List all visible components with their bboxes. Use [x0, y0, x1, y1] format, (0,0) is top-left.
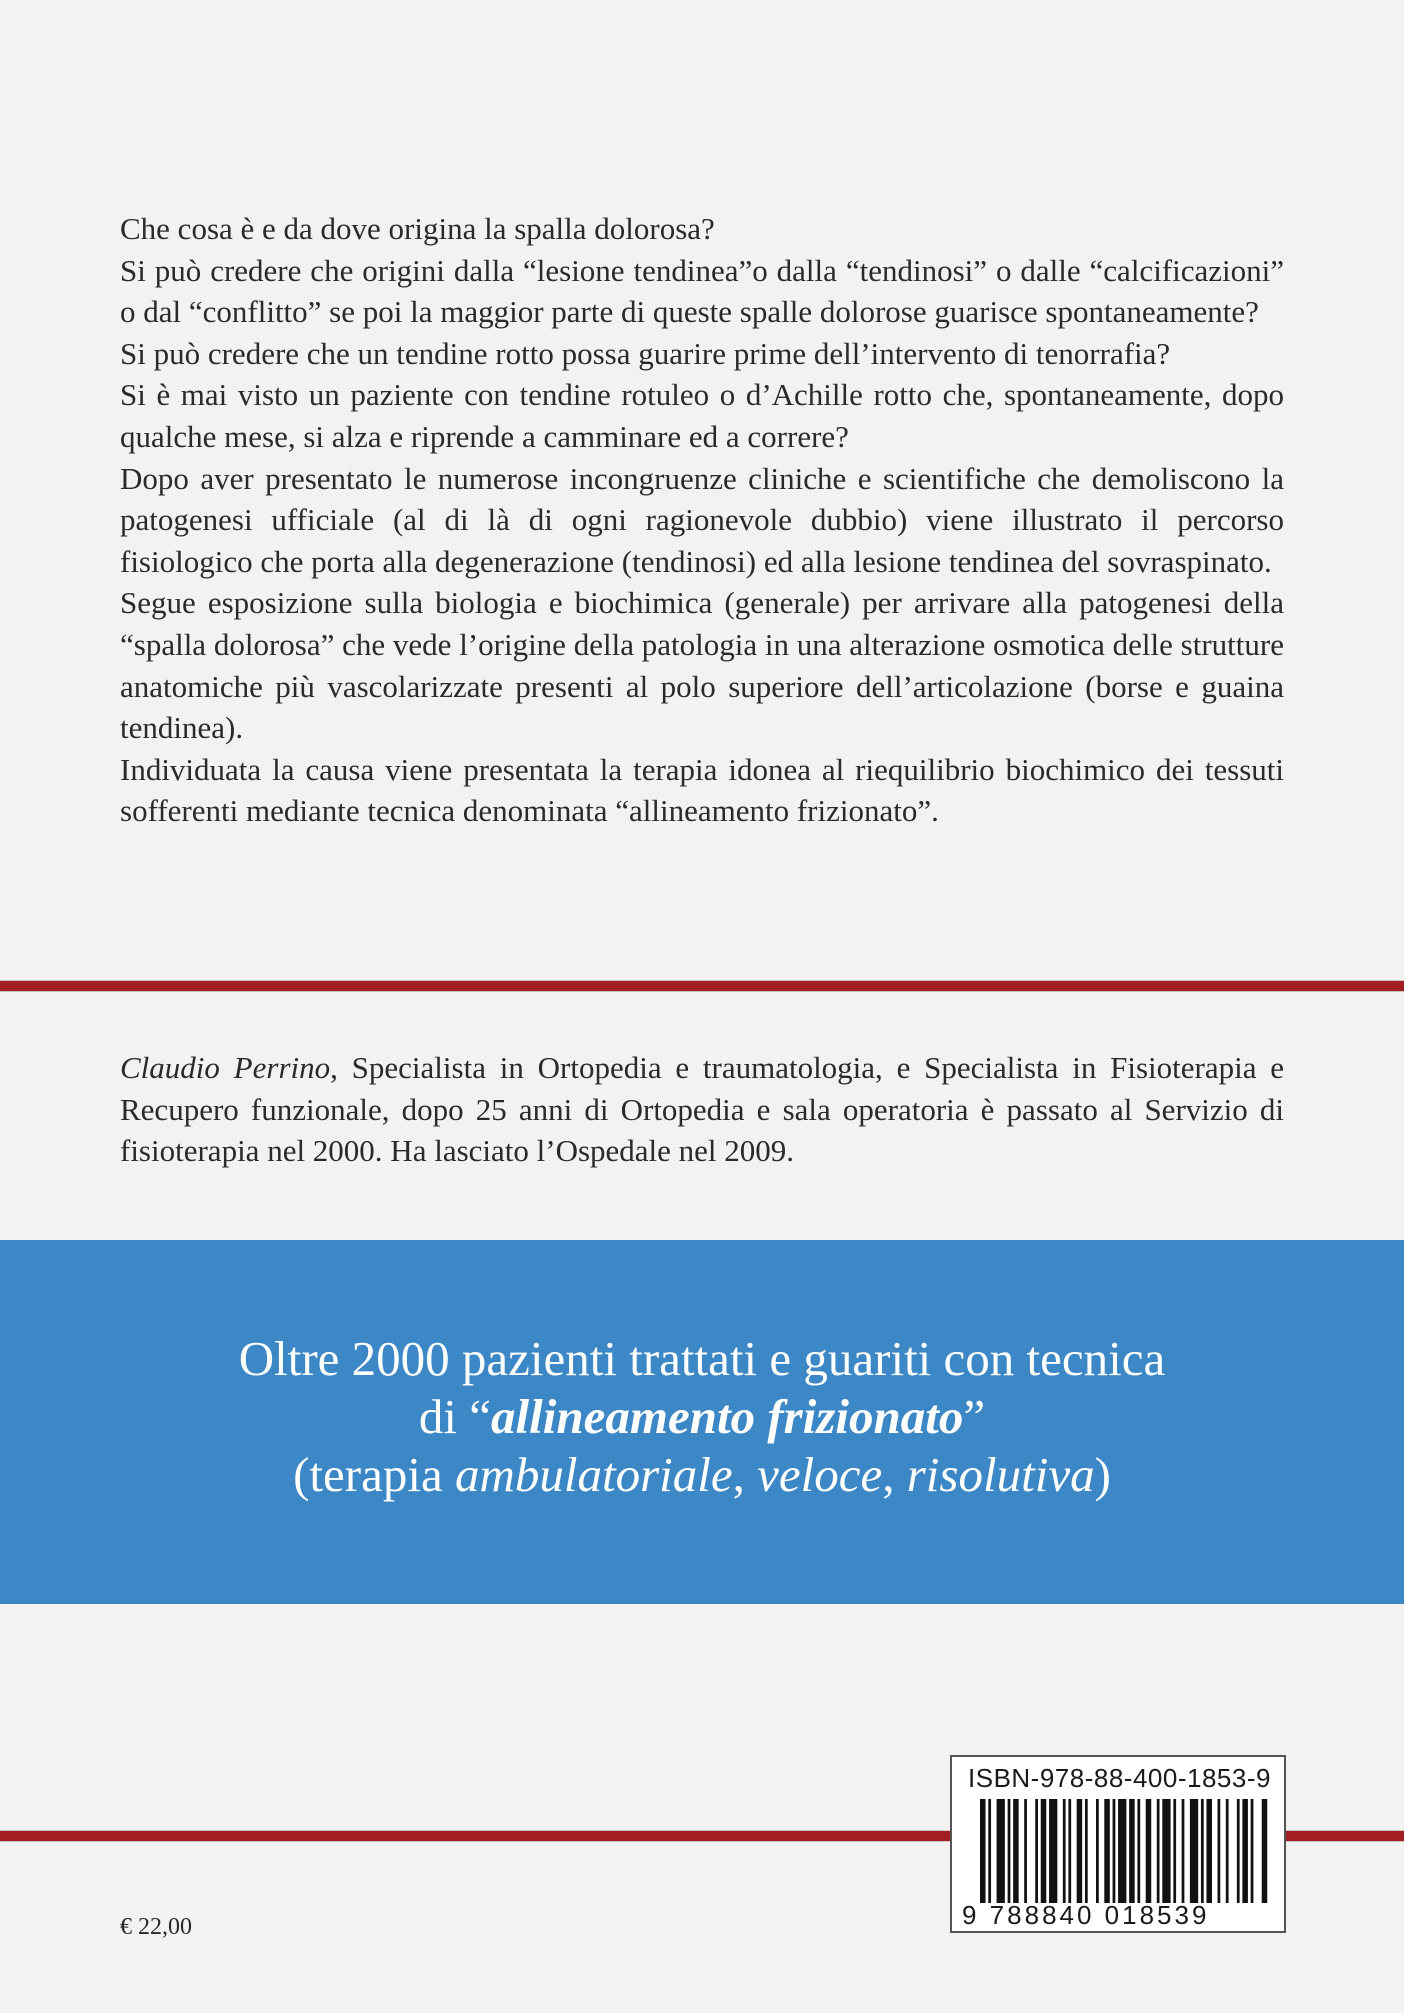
blurb-paragraph: Si può credere che un tendine rotto possa guarire prime dell’intervento di tenorrafia?: [120, 335, 1171, 371]
isbn-barcode-block: [950, 1755, 1286, 1933]
barcode-icon: [980, 1799, 1270, 1903]
banner-line: Oltre 2000 pazienti trattati e guariti con tecnica: [238, 1331, 1166, 1386]
blurb-paragraph: Segue esposizione sulla biologia e biochimica (generale) per arrivare alla patogenesi della “spalla dolorosa” che vede l’origine della patologia in una alterazione osmotica delle strutture anatomiche più vascolarizzate presenti al polo superiore dell’articolazione (borse e guaina tendinea).: [120, 585, 1284, 746]
blurb-paragraph: Si è mai visto un paziente con tendine rotuleo o d’Achille rotto che, spontaneamente, dopo qualche mese, si alza e riprende a camminare ed a correre?: [120, 377, 1284, 454]
price-label: € 22,00: [120, 1914, 192, 1940]
author-bio: [120, 1047, 1284, 1172]
banner-line: di “allineamento frizionato”: [418, 1389, 986, 1444]
technique-name: allineamento frizionato: [491, 1389, 964, 1444]
back-cover-blurb: [120, 208, 1284, 832]
barcode-digits: 9 788840 018539: [962, 1900, 1210, 1930]
isbn-label: ISBN-978-88-400-1853-9: [968, 1763, 1271, 1793]
blurb-question: Che cosa è e da dove origina la spalla dolorosa?: [120, 211, 715, 246]
banner-line: (terapia ambulatoriale, veloce, risolutiva): [293, 1447, 1111, 1502]
promo-banner: [0, 1240, 1404, 1604]
author-name: Claudio Perrino: [120, 1050, 331, 1085]
red-divider: [0, 980, 1404, 992]
author-bio-text: , Specialista in Ortopedia e traumatologia, e Specialista in Fisioterapia e Recupero funzionale, dopo 25 anni di Ortopedia e sala operatoria è passato al Servizio di fisioterapia nel 2000. Ha lasciato l’Ospedale nel 2009.: [120, 1050, 1284, 1169]
blurb-paragraph: Individuata la causa viene presentata la terapia idonea al riequilibrio biochimico dei tessuti sofferenti mediante tecnica denominata “allineamento frizionato”.: [120, 751, 1284, 829]
blurb-paragraph: Dopo aver presentato le numerose incongruenze cliniche e scientifiche che demoliscono la patogenesi ufficiale (al di là di ogni ragionevole dubbio) viene illustrato il percorso fisiologico che porta alla degenerazione (tendinosi) ed alla lesione tendinea del sovraspinato.: [120, 460, 1284, 579]
blurb-paragraph: Si può credere che origini dalla “lesione tendinea”o dalla “tendinosi” o dalle “calcificazioni” o dal “conflitto” se poi la maggior parte di queste spalle dolorose guarisce spontaneamente?: [120, 252, 1284, 330]
